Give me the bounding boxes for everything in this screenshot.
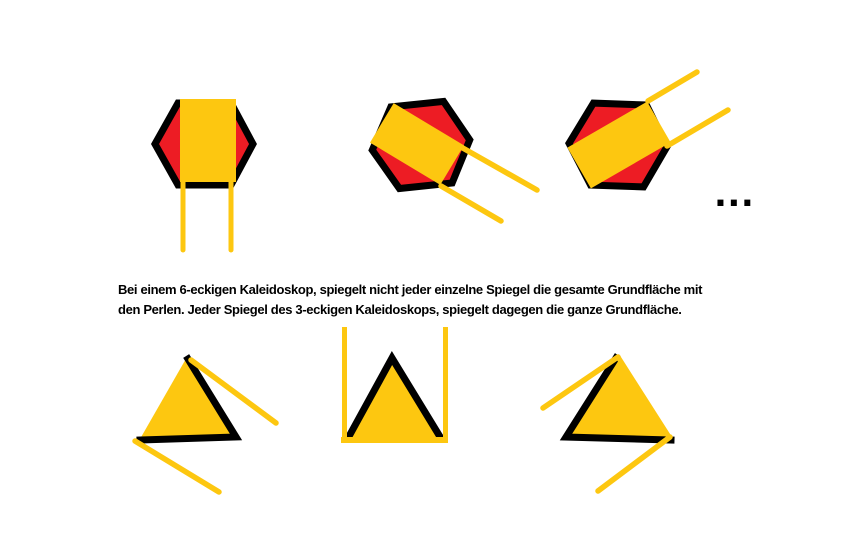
triangle-figure-3: [543, 356, 671, 491]
mirror-line: [135, 441, 219, 492]
hexagon-figure-3: [567, 72, 728, 188]
triangle-fill: [140, 357, 237, 439]
caption: [118, 280, 818, 320]
mirror-rectangle: [180, 99, 236, 182]
mirror-line: [598, 437, 670, 491]
mirror-line: [648, 72, 697, 101]
hexagon-figure-1: [155, 99, 253, 250]
mirror-line: [667, 110, 728, 146]
caption-line-1: Bei einem 6-eckigen Kaleidoskop, spiegelt nicht jeder einzelne Spiegel die gesamte Grundfläche mit: [118, 282, 703, 297]
continuation-ellipsis: ...: [714, 175, 755, 215]
mirror-line: [461, 147, 537, 190]
caption-line-2: den Perlen. Jeder Spiegel des 3-eckigen Kaleidoskops, spiegelt dagegen die ganze Grundfläche.: [118, 302, 682, 317]
triangle-figure-2: [341, 327, 448, 441]
triangle-figure-1: [135, 357, 276, 492]
triangle-fill: [347, 358, 442, 439]
hexagon-figure-2: [368, 99, 537, 221]
mirror-line: [441, 186, 501, 221]
triangle-fill: [565, 356, 668, 438]
